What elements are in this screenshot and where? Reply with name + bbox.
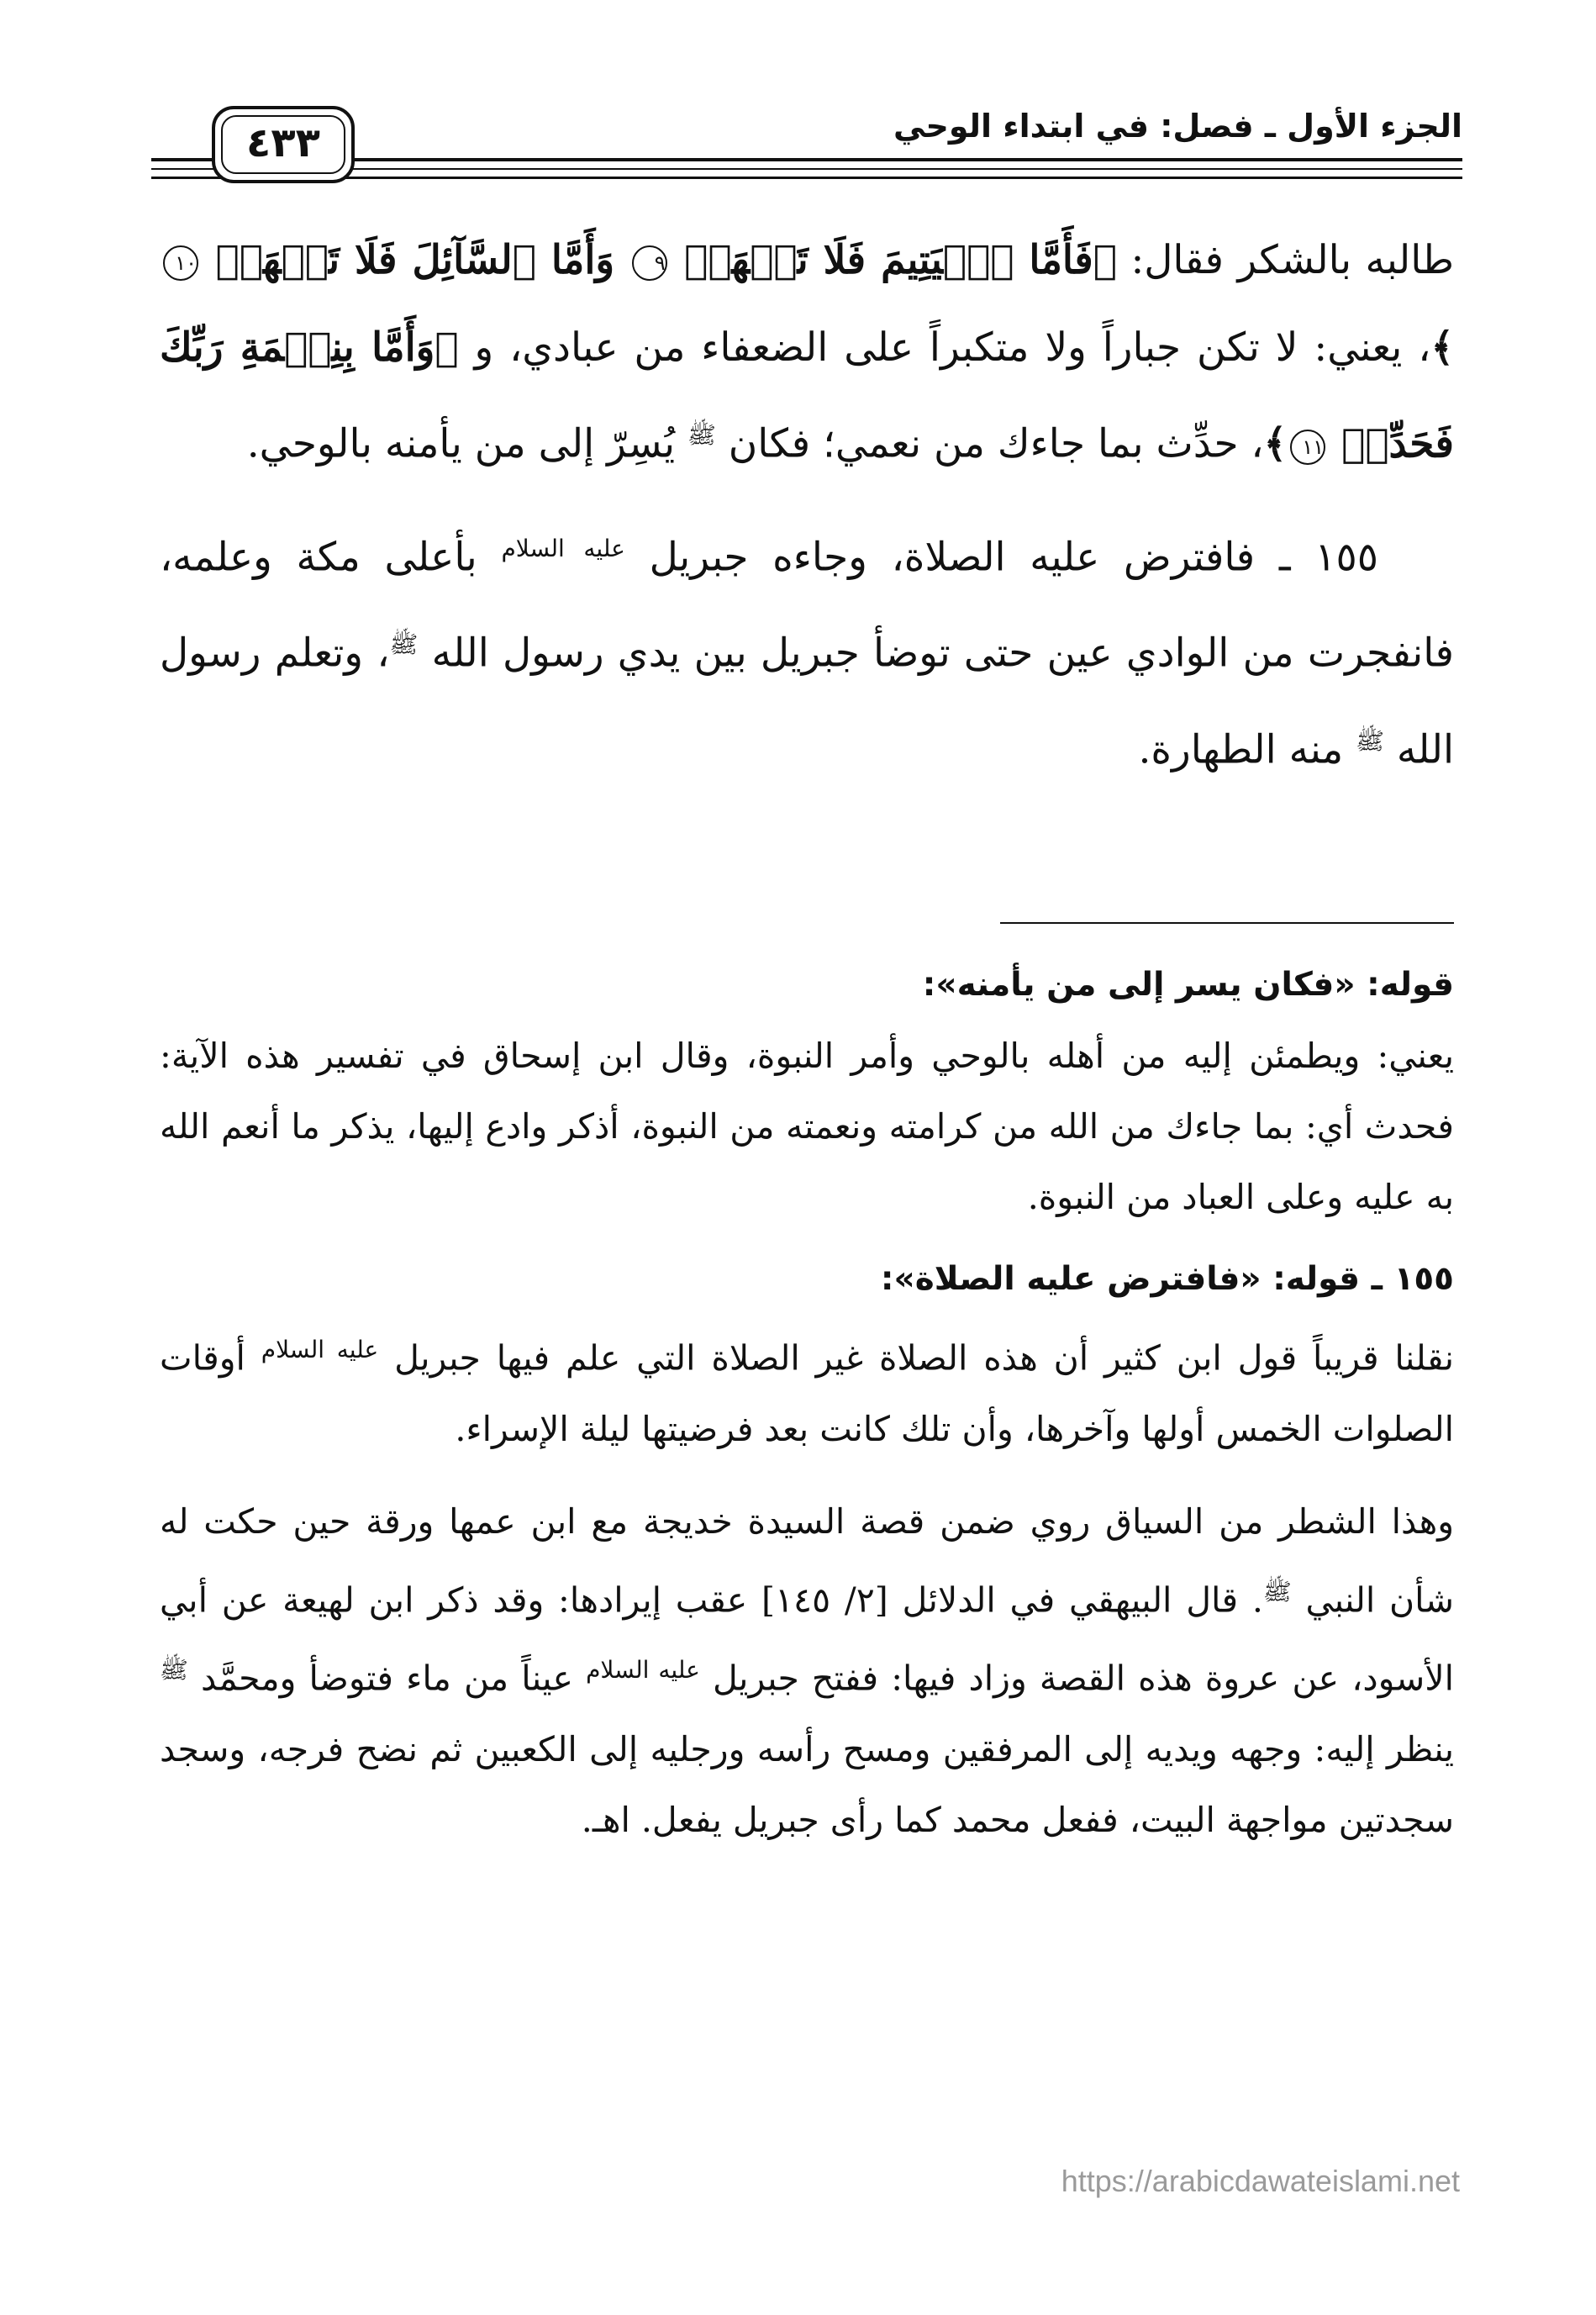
footnote-body	[160, 1315, 1454, 1464]
verse-number-ornament: ١١	[1290, 430, 1325, 465]
text-run: ، يعني: لا تكن جباراً ولا متكبراً على الضعفاء من عبادي، و	[458, 324, 1431, 371]
footnote-heading: قوله: «فكان يسر إلى من يأمنه»:	[922, 966, 1454, 1004]
quran-bracket: ﴾	[1263, 420, 1288, 467]
text-run: منه الطهارة.	[1138, 726, 1356, 773]
salutation-glyph: ﷺ	[1356, 726, 1384, 755]
footnotes	[160, 950, 1454, 1867]
text-run: نقلنا قريباً قول ابن كثير أن هذه الصلاة غير الصلاة التي علم فيها جبريل	[378, 1337, 1454, 1379]
paragraph-2	[160, 505, 1454, 794]
paragraph-1	[160, 217, 1454, 488]
text-run: ، حدِّث بما جاءك من نعمي؛ فكان	[715, 420, 1264, 467]
text-run: ١٥٥ ـ فافترض عليه الصلاة، وجاءه جبريل	[624, 534, 1379, 581]
salutation-glyph: ﷺ	[389, 630, 419, 659]
quran-verse: ﴿وَأَمَّا بِنِعۡمَةِ رَبِّكَ فَحَدِّثۡ	[160, 324, 1454, 467]
text-run: وهذا الشطر من السياق روي ضمن قصة السيدة خديجة مع ابن عمها ورقة حين حكت له شأن النبي	[160, 1500, 1454, 1621]
salutation-glyph: ﷺ	[1262, 1577, 1292, 1606]
text-run: بأعلى مكة وعلمه، فانفجرت من الوادي عين حتى توضأ جبريل بين يدي رسول الله	[160, 534, 1454, 677]
verse-number-ornament: ٩	[632, 245, 667, 281]
page-header	[151, 99, 1462, 192]
text-run: ينظر إليه: وجهه ويديه إلى المرفقين ومسح رأسه ورجليه إلى الكعبين ثم نضح فرجه، وسجد سجدتين مواجهة البيت، ففعل محمد كما رأى جبريل يفعل. اهـ.	[160, 1728, 1454, 1840]
footnote-separator	[1000, 922, 1454, 924]
text-run: طالبه بالشكر فقال:	[1116, 237, 1454, 283]
salutation-glyph: ﷺ	[687, 421, 716, 449]
salutation-glyph: عليه السلام	[261, 1336, 379, 1363]
running-title: الجزء الأول ـ فصل: في ابتداء الوحي	[878, 108, 1462, 145]
footnote-body	[160, 1486, 1454, 1855]
footnote-heading: ١٥٥ ـ قوله: «فافترض عليه الصلاة»:	[880, 1260, 1454, 1298]
footnote-body: يعني: ويطمئن إليه من أهله بالوحي وأمر النبوة، وقال ابن إسحاق في تفسير هذه الآية: فحدث أي: بما جاءك من الله من كرامته ونعمته من النبوة، أذكر وادع إليها، يذكر ما أنعم الله به عليه وعلى العباد من النبوة.	[160, 1036, 1454, 1217]
text-run: ، وتعلم رسول الله	[160, 630, 1454, 773]
text-run: يُسِرّ إلى من يأمنه بالوحي.	[246, 420, 688, 467]
main-text	[160, 217, 1454, 794]
verse-number-ornament: ١٠	[163, 245, 198, 281]
text-run: . قال البيهقي في الدلائل [٢/ ١٤٥] عقب إيرادها: وقد ذكر ابن لهيعة عن أبي الأسود، عن عروة هذه القصة وزاد فيها: ففتح جبريل	[160, 1579, 1454, 1699]
page-number-frame	[212, 106, 355, 183]
quran-bracket: ﴾	[1430, 324, 1454, 371]
text-run: أوقات الصلوات الخمس أولها وآخرها، وأن تلك كانت بعد فرضيتها ليلة الإسراء.	[160, 1337, 1454, 1449]
quran-verse: ﴿فَأَمَّا ٱلۡيَتِيمَ فَلَا تَقۡهَرۡ	[684, 237, 1117, 283]
salutation-glyph: عليه السلام	[501, 534, 625, 562]
quran-verse: وَأَمَّا ٱلسَّآئِلَ فَلَا تَنۡهَرۡ	[215, 237, 615, 283]
watermark-url: https://arabicdawateislami.net	[1061, 2164, 1460, 2198]
text-run: عيناً من ماء فتوضأ ومحمَّد	[187, 1658, 587, 1699]
page-number: ٤٣٣	[246, 119, 320, 166]
salutation-glyph: عليه السلام	[586, 1656, 700, 1685]
salutation-glyph: ﷺ	[160, 1656, 188, 1685]
